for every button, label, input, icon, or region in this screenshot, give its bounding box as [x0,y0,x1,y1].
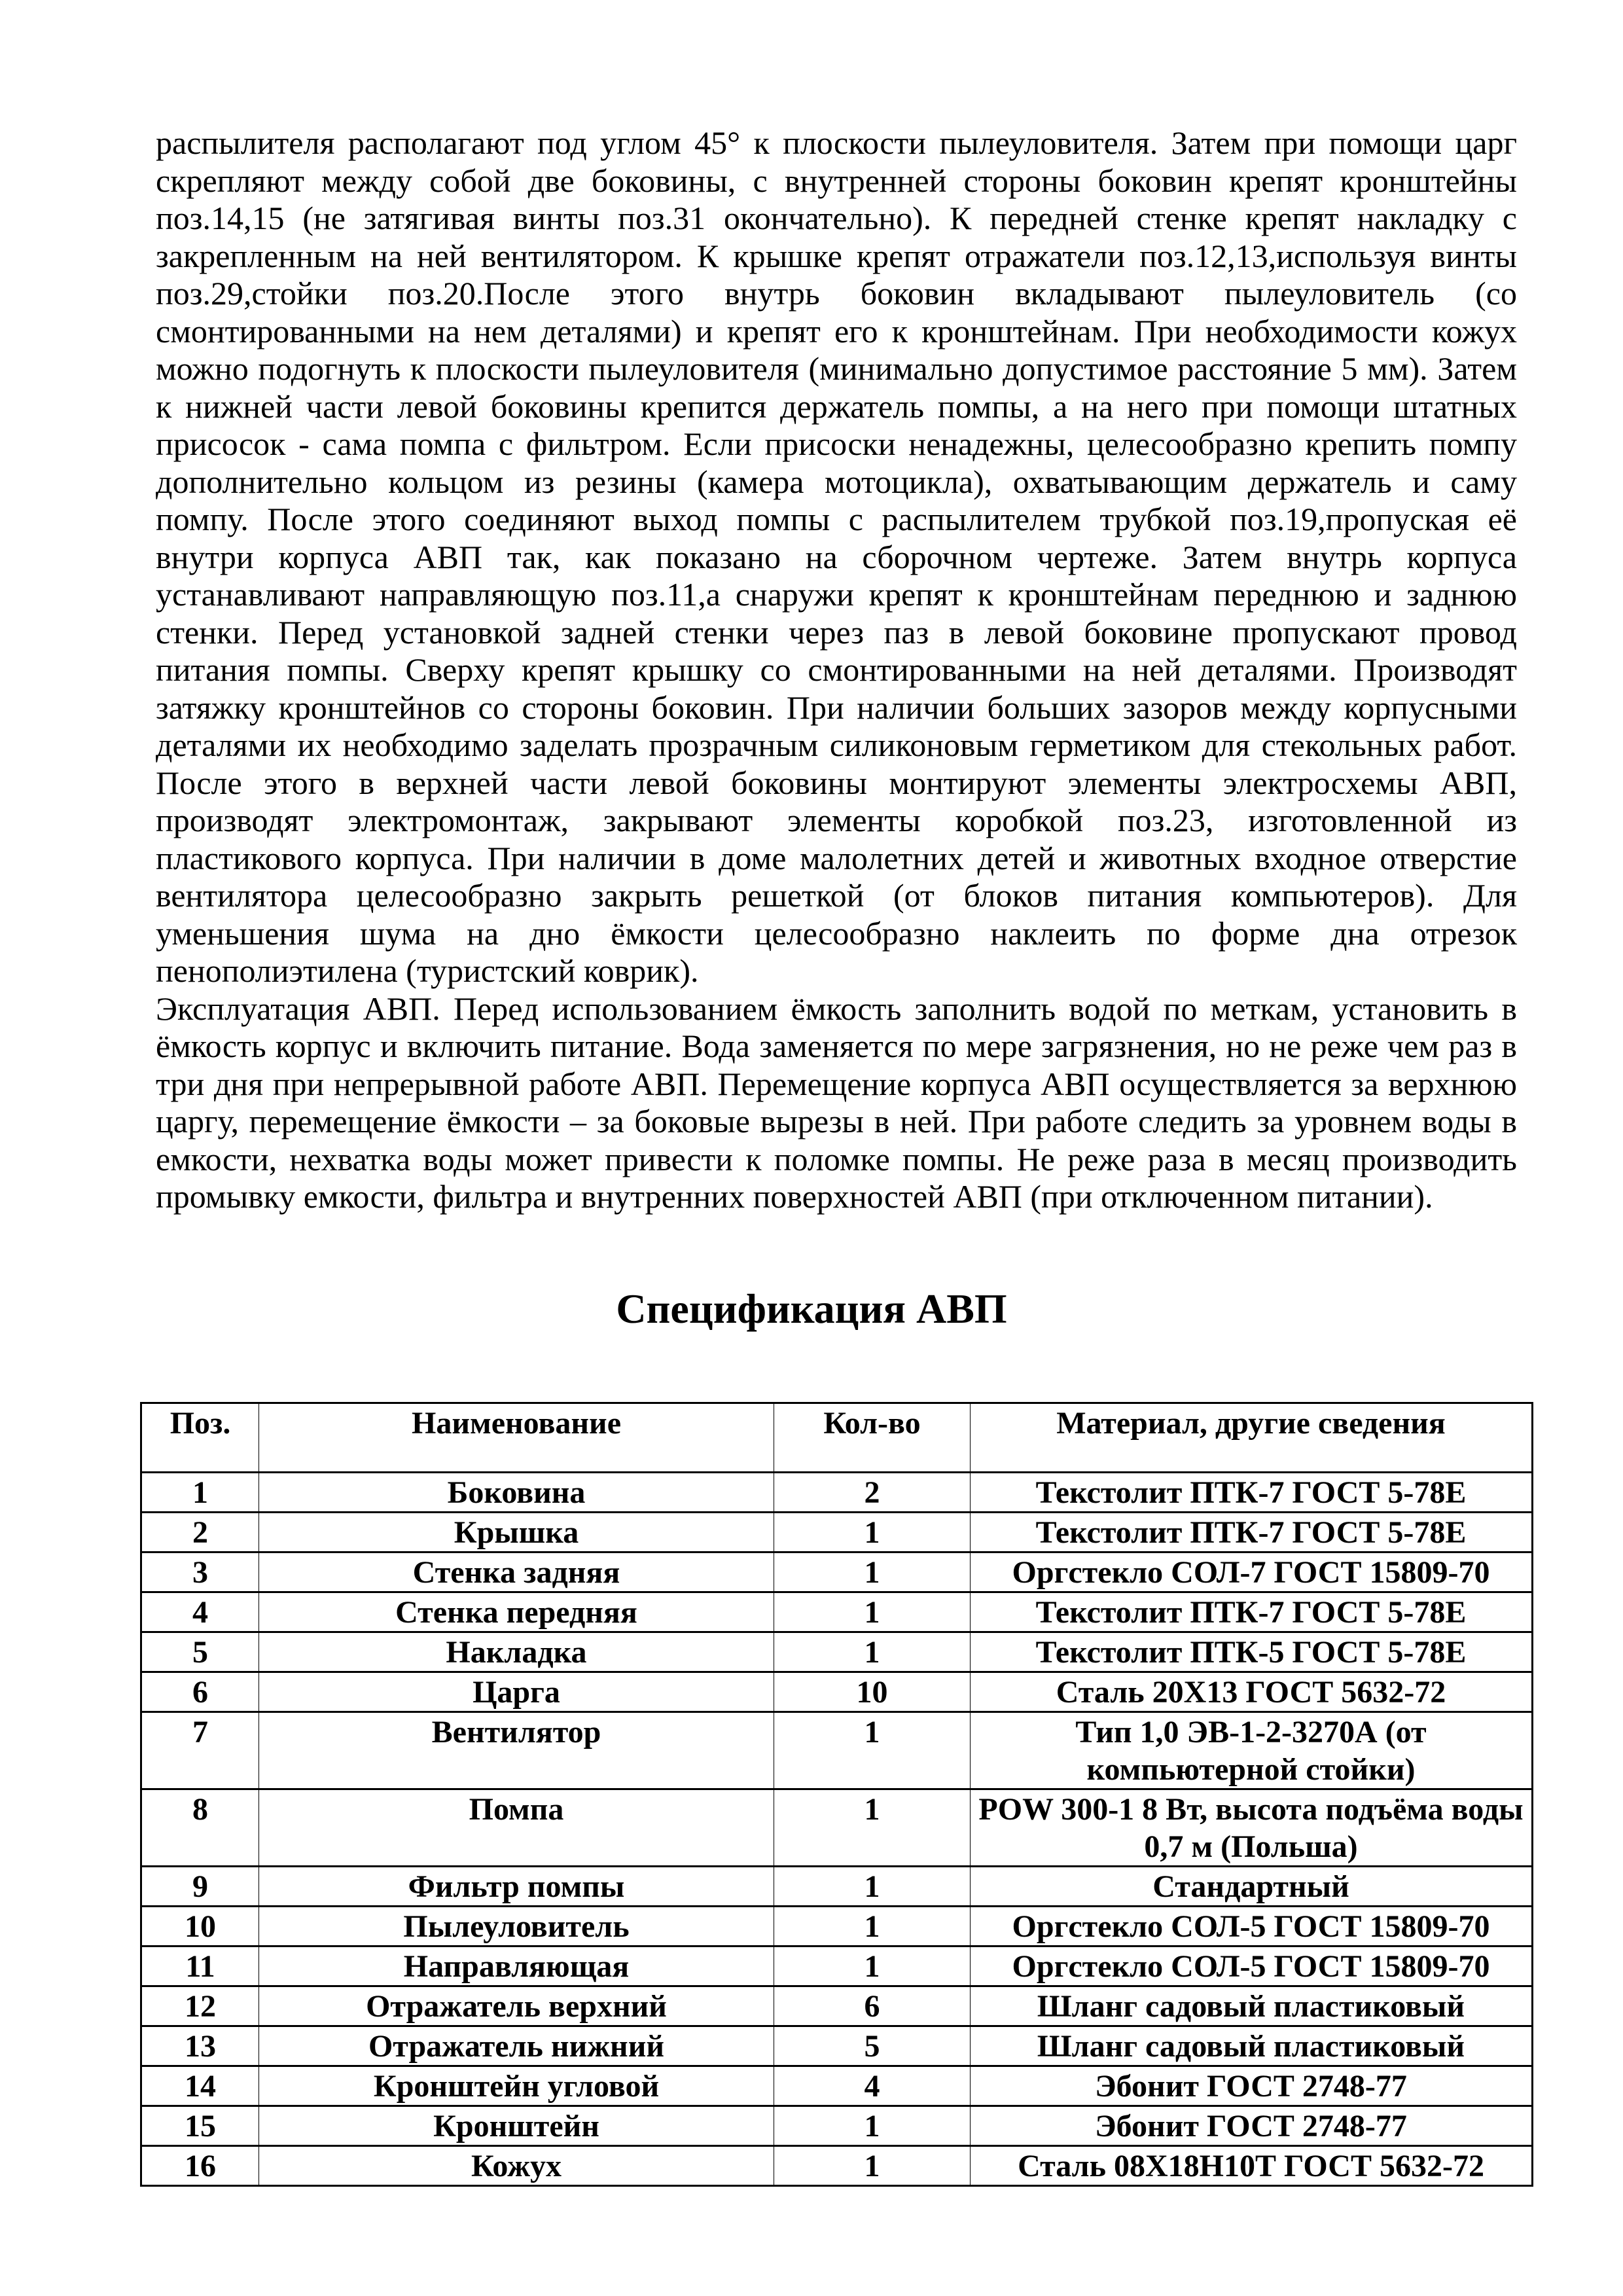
cell-name: Отражатель нижний [259,2026,774,2066]
table-row [141,1986,1533,2026]
table-row [141,1907,1533,1946]
text-line: производят электромонтаж, закрывают элементы коробкой поз.23, изготовленной из [156,802,1517,838]
table-row [141,1672,1533,1712]
text-line: внутри корпуса АВП так, как показано на сборочном чертеже. Затем внутрь корпуса [156,538,1517,575]
text-line: скрепляют между собой две боковины, с внутренней стороны боковин крепят кронштейны [156,162,1517,199]
cell-name: Царга [259,1672,774,1712]
body-text [156,124,1517,1216]
cell-material: POW 300-1 8 Вт, высота подъёма воды 0,7 м (Польша) [971,1789,1533,1867]
text-line: можно подогнуть к плоскости пылеуловителя (минимально допустимое расстояние 5 мм). Затем [156,350,1517,387]
cell-pos: 13 [141,2026,259,2066]
cell-name: Кронштейн [259,2106,774,2146]
cell-pos: 1 [141,1473,259,1513]
text-line: смонтированными на нем деталями) и крепят его к кронштейнам. При необходимости кожух [156,312,1517,350]
cell-name: Пылеуловитель [259,1907,774,1946]
cell-name: Кожух [259,2146,774,2186]
header-qty: Кол-во [774,1403,971,1473]
specification-table [140,1402,1533,2187]
cell-material: Стандартный [971,1867,1533,1907]
text-line: царгу, перемещение ёмкости – за боковые вырезы в ней. При работе следить за уровнем воды в [156,1103,1517,1139]
table-header-row [141,1403,1533,1473]
cell-qty: 1 [774,1946,971,1986]
cell-qty: 2 [774,1473,971,1513]
text-line: пенополиэтилена (туристский коврик). [156,952,699,989]
table-row [141,1592,1533,1632]
text-line: присосок - сама помпа с фильтром. Если присоски ненадежны, целесообразно крепить помпу [156,425,1517,462]
cell-pos: 4 [141,1592,259,1632]
cell-material: Текстолит ПТК-7 ГОСТ 5-78Е [971,1473,1533,1513]
cell-material: Тип 1,0 ЭВ-1-2-3270А (от компьютерной стойки) [971,1712,1533,1789]
text-line: Эксплуатация АВП. Перед использованием ёмкость заполнить водой по меткам, установить в [156,990,1517,1027]
table-row [141,1632,1533,1672]
table-row [141,2146,1533,2186]
cell-material: Текстолит ПТК-5 ГОСТ 5-78Е [971,1632,1533,1672]
cell-material: Эбонит ГОСТ 2748-77 [971,2066,1533,2106]
text-line: пластикового корпуса. При наличии в доме малолетних детей и животных входное отверстие [156,839,1517,876]
cell-material: Текстолит ПТК-7 ГОСТ 5-78Е [971,1592,1533,1632]
cell-pos: 15 [141,2106,259,2146]
cell-qty: 5 [774,2026,971,2066]
cell-name: Отражатель верхний [259,1986,774,2026]
text-line: стенки. Перед установкой задней стенки через паз в левой боковине пропускают провод [156,613,1517,651]
text-line: дополнительно кольцом из резины (камера мотоцикла), охватывающим держатель и саму [156,463,1517,500]
header-name: Наименование [259,1403,774,1473]
cell-pos: 6 [141,1672,259,1712]
text-line: вентилятора целесообразно закрыть решеткой (от блоков питания компьютеров). Для [156,877,1517,914]
table-row [141,2026,1533,2066]
cell-pos: 7 [141,1712,259,1789]
table-row [141,1867,1533,1907]
cell-name: Фильтр помпы [259,1867,774,1907]
cell-material: Шланг садовый пластиковый [971,1986,1533,2026]
cell-material: Шланг садовый пластиковый [971,2026,1533,2066]
table-row [141,1789,1533,1867]
cell-name: Стенка передняя [259,1592,774,1632]
text-line: поз.14,15 (не затягивая винты поз.31 окончательно). К передней стенке крепят накладку с [156,200,1517,236]
cell-qty: 6 [774,1986,971,2026]
cell-material: Эбонит ГОСТ 2748-77 [971,2106,1533,2146]
cell-name: Крышка [259,1513,774,1552]
cell-name: Накладка [259,1632,774,1672]
text-line: питания помпы. Сверху крепят крышку со смонтированными на ней деталями. Производят [156,651,1517,688]
text-line: промывку емкости, фильтра и внутренних поверхностей АВП (при отключенном питании). [156,1178,1433,1215]
cell-qty: 1 [774,2146,971,2186]
cell-pos: 10 [141,1907,259,1946]
cell-pos: 2 [141,1513,259,1552]
cell-material: Текстолит ПТК-7 ГОСТ 5-78Е [971,1513,1533,1552]
cell-material: Оргстекло СОЛ-7 ГОСТ 15809-70 [971,1552,1533,1592]
text-line: закрепленным на ней вентилятором. К крышке крепят отражатели поз.12,13,используя винты [156,237,1517,274]
cell-qty: 1 [774,1632,971,1672]
table-row [141,1712,1533,1789]
cell-qty: 1 [774,1867,971,1907]
cell-qty: 1 [774,1789,971,1867]
cell-pos: 12 [141,1986,259,2026]
text-line: устанавливают направляющую поз.11,а снаружи крепят к кронштейнам переднюю и заднюю [156,576,1517,613]
text-line: ёмкость корпус и включить питание. Вода заменяется по мере загрязнения, но не реже чем раз в [156,1028,1517,1064]
cell-qty: 1 [774,1712,971,1789]
cell-material: Оргстекло СОЛ-5 ГОСТ 15809-70 [971,1946,1533,1986]
text-line: емкости, нехватка воды может привести к поломке помпы. Не реже раза в месяц производить [156,1140,1517,1177]
cell-name: Стенка задняя [259,1552,774,1592]
section-title: Спецификация АВП [616,1285,1007,1332]
cell-pos: 3 [141,1552,259,1592]
cell-qty: 10 [774,1672,971,1712]
text-line: уменьшения шума на дно ёмкости целесообразно наклеить по форме дна отрезок [156,914,1517,952]
table-row [141,2106,1533,2146]
cell-qty: 1 [774,2106,971,2146]
cell-qty: 1 [774,1513,971,1552]
cell-pos: 9 [141,1867,259,1907]
cell-qty: 1 [774,1907,971,1946]
cell-qty: 1 [774,1592,971,1632]
table-row [141,1513,1533,1552]
cell-name: Кронштейн угловой [259,2066,774,2106]
cell-name: Направляющая [259,1946,774,1986]
cell-material: Оргстекло СОЛ-5 ГОСТ 15809-70 [971,1907,1533,1946]
text-line: После этого в верхней части левой боковины монтируют элементы электросхемы АВП, [156,764,1517,801]
table-row [141,1473,1533,1513]
text-line: три дня при непрерывной работе АВП. Перемещение корпуса АВП осуществляется за верхнюю [156,1065,1517,1102]
text-line: поз.29,стойки поз.20.После этого внутрь боковин вкладывают пылеуловитель (со [156,275,1517,312]
cell-name: Вентилятор [259,1712,774,1789]
text-line: к нижней части левой боковины крепится держатель помпы, а на него при помощи штатных [156,387,1517,425]
cell-pos: 8 [141,1789,259,1867]
text-line: затяжку кронштейнов со стороны боковин. При наличии больших зазоров между корпусными [156,689,1517,726]
cell-name: Помпа [259,1789,774,1867]
text-line: деталями их необходимо заделать прозрачным силиконовым герметиком для стекольных работ. [156,726,1517,763]
cell-pos: 14 [141,2066,259,2106]
table-row [141,2066,1533,2106]
cell-pos: 16 [141,2146,259,2186]
cell-material: Сталь 20Х13 ГОСТ 5632-72 [971,1672,1533,1712]
text-line: помпу. После этого соединяют выход помпы с распылителем трубкой поз.19,пропуская её [156,501,1517,537]
table-row [141,1946,1533,1986]
cell-material: Сталь 08Х18Н10Т ГОСТ 5632-72 [971,2146,1533,2186]
cell-name: Боковина [259,1473,774,1513]
cell-qty: 4 [774,2066,971,2106]
header-pos: Поз. [141,1403,259,1473]
cell-qty: 1 [774,1552,971,1592]
table-row [141,1552,1533,1592]
cell-pos: 11 [141,1946,259,1986]
header-material: Материал, другие сведения [971,1403,1533,1473]
text-line: распылителя располагают под углом 45° к плоскости пылеуловителя. Затем при помощи царг [156,124,1517,161]
cell-pos: 5 [141,1632,259,1672]
